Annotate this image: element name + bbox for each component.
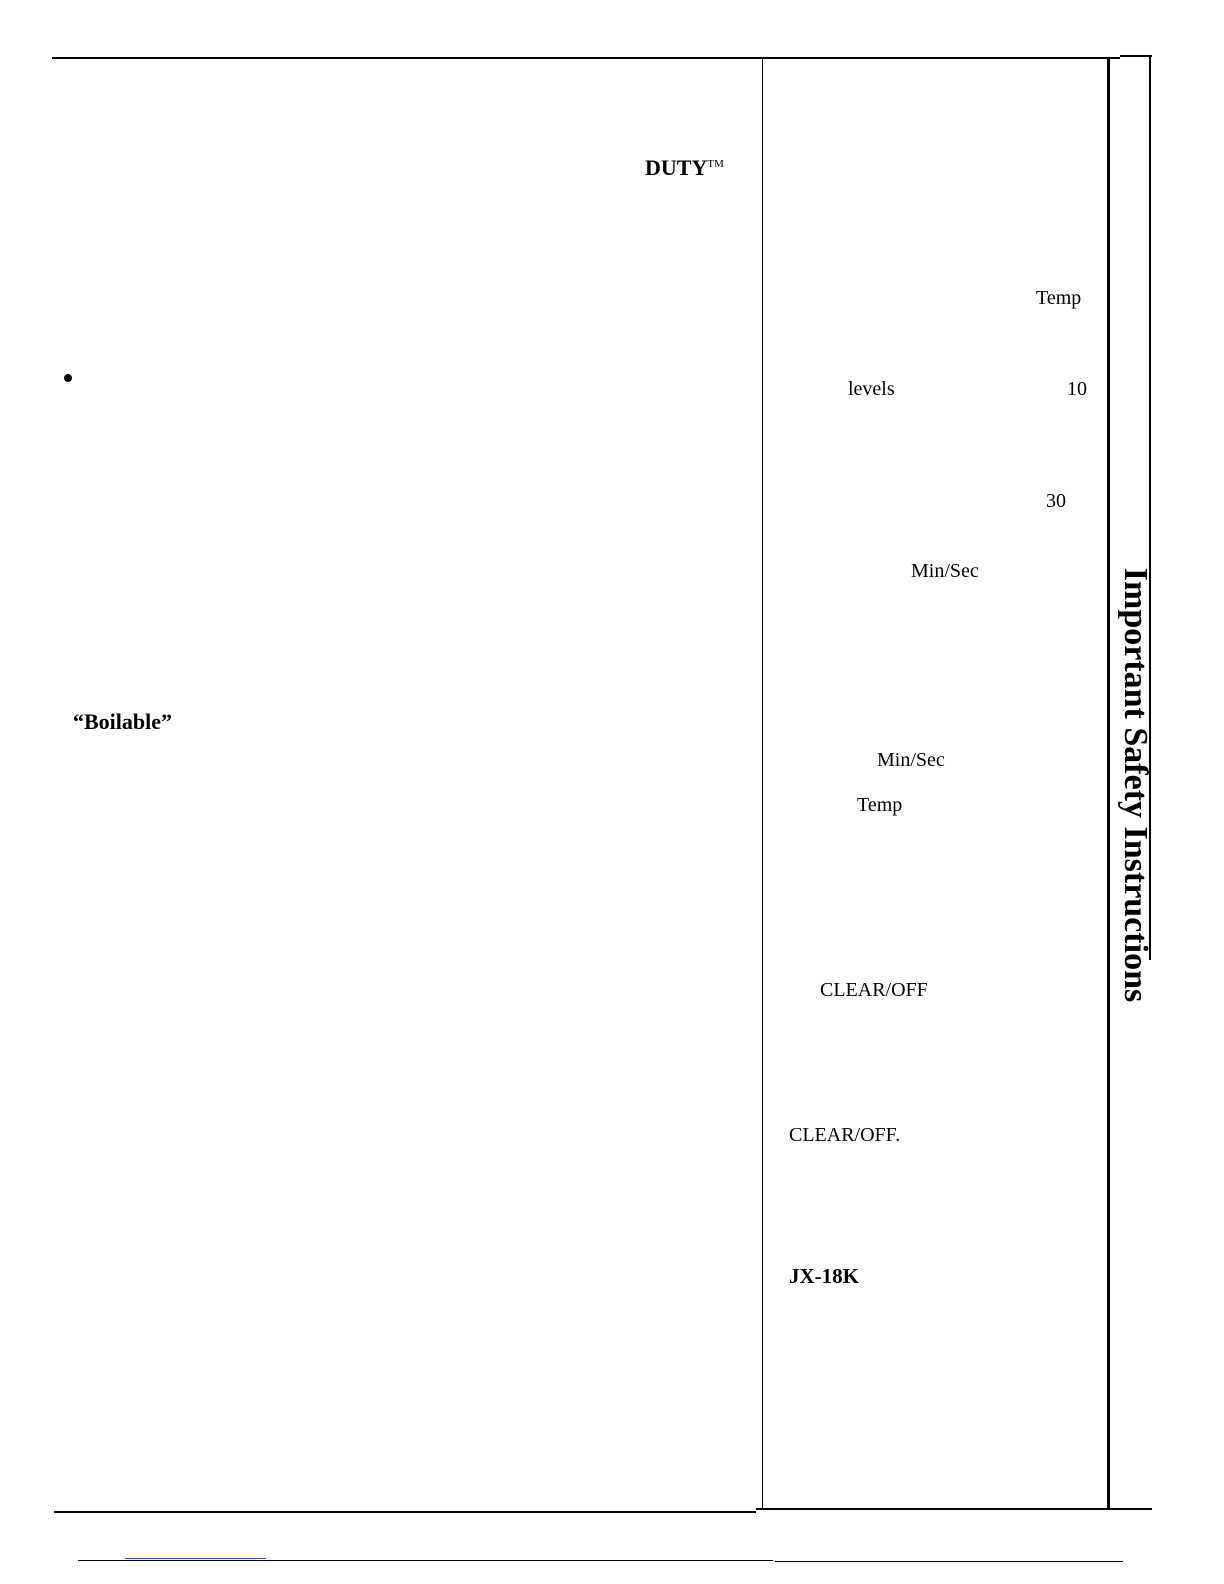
duty-mark: [645, 157, 724, 179]
trademark-symbol: TM: [707, 158, 724, 170]
levels-label: levels: [848, 378, 895, 400]
bottom-rule-right: [756, 1508, 1152, 1510]
footer-rule-accent: [125, 1558, 266, 1559]
clear-off-label-2: CLEAR/OFF.: [789, 1124, 901, 1146]
temp-label-1: Temp: [1036, 287, 1082, 309]
bullet-point: [64, 374, 72, 382]
minsec-label-2: Min/Sec: [877, 749, 945, 771]
model-number: JX-18K: [789, 1264, 859, 1288]
temp-label-2: Temp: [857, 794, 903, 816]
value-thirty: 30: [1046, 490, 1066, 512]
footer-rule-right: [775, 1561, 1123, 1562]
clear-off-label-1: CLEAR/OFF: [820, 979, 928, 1001]
column-divider: [762, 58, 763, 1510]
value-ten: 10: [1067, 378, 1087, 400]
top-rule-tab: [1120, 55, 1152, 57]
bottom-rule-left: [54, 1511, 756, 1513]
footer-rule-left: [78, 1560, 773, 1561]
section-tab-title: Important Safety Instructions: [1117, 567, 1154, 1003]
boilable-label: “Boilable”: [73, 709, 173, 734]
minsec-label-1: Min/Sec: [911, 560, 979, 582]
duty-label: DUTY: [645, 155, 708, 180]
tab-left-rule: [1107, 58, 1110, 1510]
top-rule: [52, 57, 1120, 59]
